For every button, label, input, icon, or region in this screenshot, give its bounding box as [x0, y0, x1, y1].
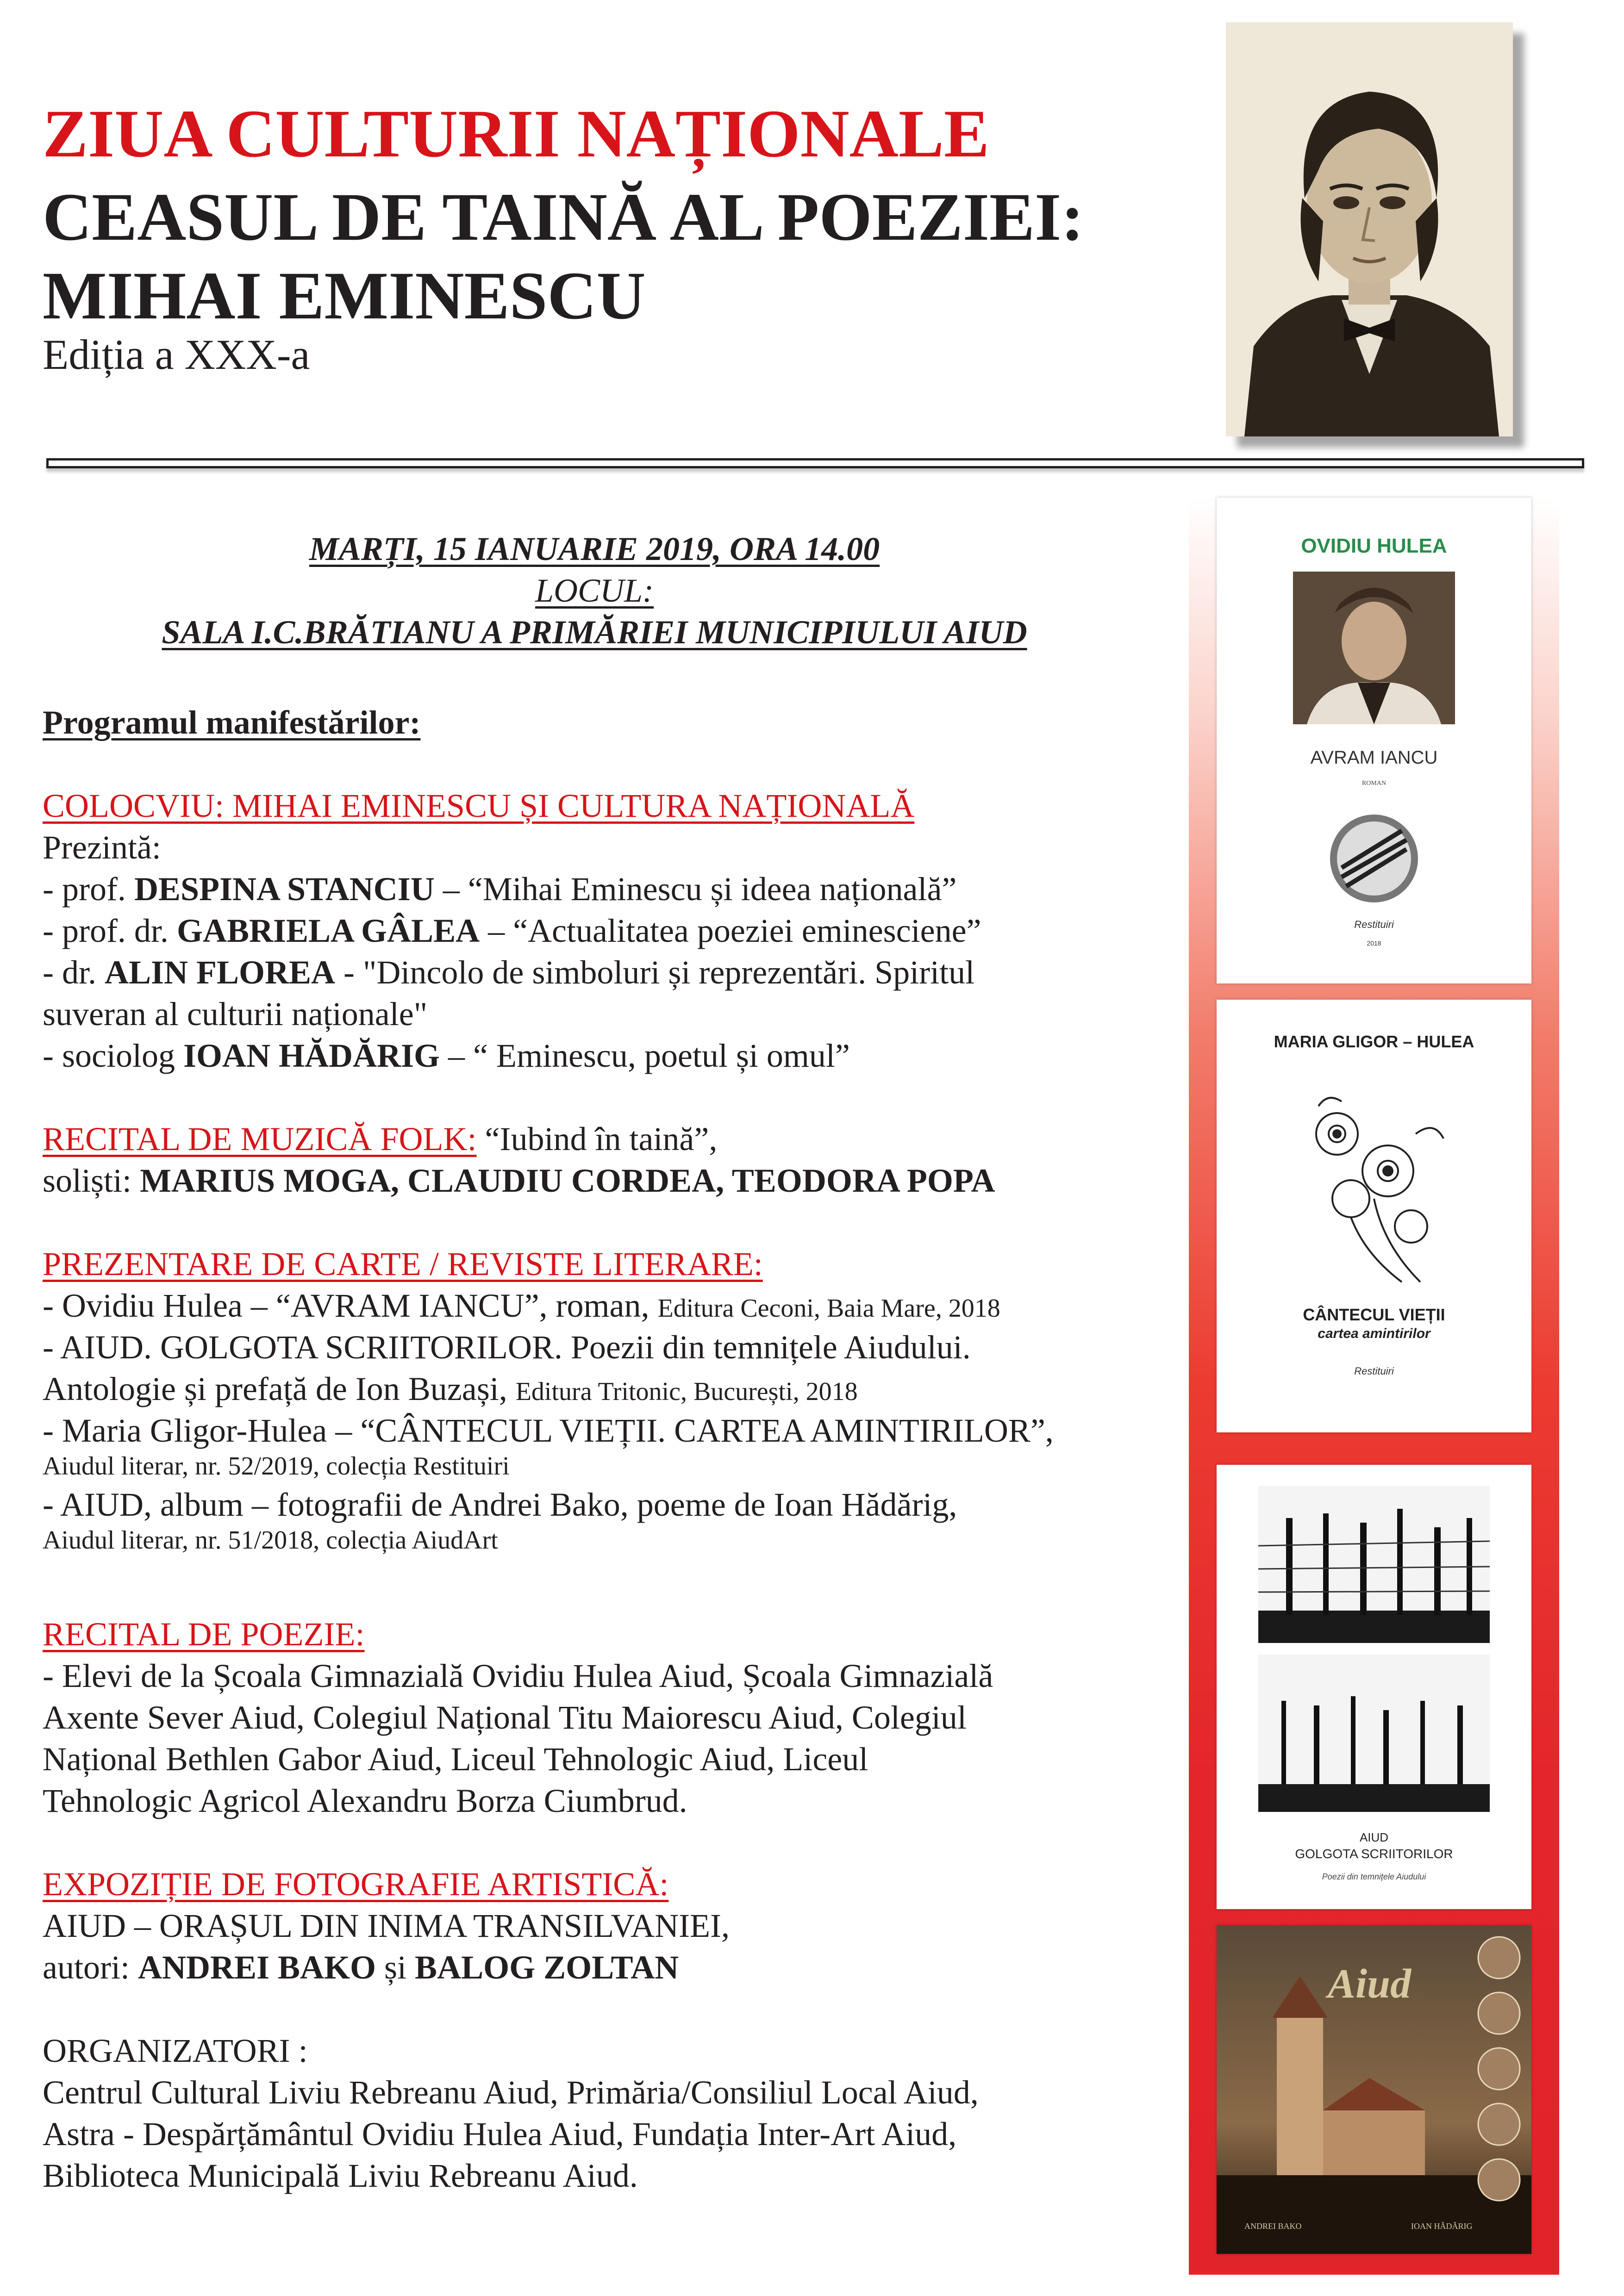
- title-line-2: CEASUL DE TAINĂ AL POEZIEI:: [43, 179, 1084, 255]
- barbed-fence-photo-top: [1258, 1486, 1490, 1643]
- cover4-title: Aiud: [1328, 1961, 1412, 2007]
- flower-drawing-image: [1281, 1078, 1467, 1287]
- organizers-line-3: Biblioteca Municipală Liviu Rebreanu Aiud.: [43, 2157, 638, 2194]
- cover3-title-1: AIUD: [1359, 1830, 1389, 1844]
- cover2-series: Restituiri: [1354, 1365, 1394, 1377]
- photo-title: AIUD – ORAȘUL DIN INIMA TRANSILVANIEI,: [43, 1907, 730, 1944]
- cover-avram-iancu: [1217, 498, 1531, 983]
- poetry-heading: RECITAL DE POEZIE:: [43, 1616, 365, 1653]
- cover4-author-2: IOAN HĂDĂRIG: [1411, 2221, 1473, 2231]
- cover1-author: OVIDIU HULEA: [1301, 535, 1447, 557]
- event-place-label: LOCUL:: [535, 572, 654, 609]
- book-2: - AIUD. GOLGOTA SCRIITORILOR. Poezii din temnițele Aiudului.: [43, 1329, 971, 1366]
- photo-heading: EXPOZIȚIE DE FOTOGRAFIE ARTISTICĂ:: [43, 1866, 669, 1903]
- book-covers-sidebar: [1189, 498, 1559, 2275]
- cover-cantecul-vietii: [1217, 1000, 1531, 1432]
- title-line-3: MIHAI EMINESCU: [43, 258, 646, 333]
- cover2-author: MARIA GLIGOR – HULEA: [1274, 1032, 1474, 1051]
- book-2-cont: Antologie și prefață de Ion Buzași, Editura Tritonic, București, 2018: [43, 1370, 858, 1407]
- cover1-year: 2018: [1367, 940, 1381, 947]
- cover-golgota-scriitorilor: [1217, 1465, 1531, 1909]
- title-national-culture-day: ZIUA CULTURII NAȚIONALE: [43, 96, 989, 171]
- ornament-medallion-image: [1328, 812, 1420, 905]
- speaker-2: - prof. dr. GABRIELA GÂLEA – “Actualitatea poeziei eminesciene”: [43, 912, 981, 949]
- poetry-line-4: Tehnologic Agricol Alexandru Borza Ciumbrud.: [43, 1782, 687, 1819]
- event-place: SALA I.C.BRĂTIANU A PRIMĂRIEI MUNICIPIULUI AIUD: [162, 614, 1027, 651]
- book-4-details: Aiudul literar, nr. 51/2018, colecția AiudArt: [43, 1526, 498, 1555]
- avram-iancu-portrait-image: [1293, 572, 1455, 724]
- organizers-line-2: Astra - Despărțământul Ovidiu Hulea Aiud, Fundația Inter-Art Aiud,: [43, 2116, 957, 2153]
- barbed-fence-photo-bottom: [1258, 1655, 1490, 1812]
- book-4: - AIUD, album – fotografii de Andrei Bako, poeme de Ioan Hădărig,: [43, 1486, 957, 1523]
- speaker-3-topic-cont: suveran al culturii naționale": [43, 996, 428, 1033]
- cover2-title: CÂNTECUL VIEȚII: [1303, 1305, 1445, 1324]
- folk-soloists: soliști: MARIUS MOGA, CLAUDIU CORDEA, TEODORA POPA: [43, 1162, 995, 1199]
- book-1: - Ovidiu Hulea – “AVRAM IANCU”, roman, Editura Ceconi, Baia Mare, 2018: [43, 1287, 1000, 1324]
- cover1-series: Restituiri: [1354, 919, 1394, 930]
- organizers-heading: ORGANIZATORI :: [43, 2032, 308, 2069]
- cover3-subtitle: Poezii din temnițele Aiudului: [1322, 1872, 1426, 1881]
- books-heading: PREZENTARE DE CARTE / REVISTE LITERARE:: [43, 1245, 763, 1282]
- program-heading: Programul manifestărilor:: [43, 704, 421, 741]
- cover1-title: AVRAM IANCU: [1310, 747, 1438, 768]
- eminescu-portrait-image: [1226, 22, 1513, 436]
- poetry-line-1: - Elevi de la Școala Gimnazială Ovidiu Hulea Aiud, Școala Gimnazială: [43, 1657, 993, 1694]
- edition-label: Ediția a XXX-a: [43, 331, 310, 378]
- speaker-3: - dr. ALIN FLOREA - "Dincolo de simboluri și reprezentări. Spiritul: [43, 954, 975, 991]
- cover1-genre: ROMAN: [1362, 780, 1387, 787]
- cover3-title-2: GOLGOTA SCRIITORILOR: [1295, 1847, 1453, 1861]
- speaker-1: - prof. DESPINA STANCIU – “Mihai Eminescu și ideea națională”: [43, 871, 957, 908]
- colocviu-heading: COLOCVIU: MIHAI EMINESCU ȘI CULTURA NAȚIONALĂ: [43, 787, 915, 824]
- folk-recital: RECITAL DE MUZICĂ FOLK: “Iubind în taină”,: [43, 1120, 718, 1157]
- photo-authors: autori: ANDREI BAKO și BALOG ZOLTAN: [43, 1949, 679, 1986]
- book-3-details: Aiudul literar, nr. 52/2019, colecția Restituiri: [43, 1452, 510, 1481]
- speaker-4: - sociolog IOAN HĂDĂRIG – “ Eminescu, poetul și omul”: [43, 1037, 850, 1074]
- event-datetime: MARȚI, 15 IANUARIE 2019, ORA 14.00: [309, 530, 880, 567]
- poetry-line-3: Național Bethlen Gabor Aiud, Liceul Tehnologic Aiud, Liceul: [43, 1741, 868, 1778]
- cover-aiud-album: [1217, 1925, 1531, 2254]
- cover2-subtitle: cartea amintirilor: [1318, 1326, 1430, 1341]
- book-3: - Maria Gligor-Hulea – “CÂNTECUL VIEȚII. CARTEA AMINTIRILOR”,: [43, 1412, 1054, 1449]
- organizers-line-1: Centrul Cultural Liviu Rebreanu Aiud, Primăria/Consiliul Local Aiud,: [43, 2074, 979, 2111]
- poetry-line-2: Axente Sever Aiud, Colegiul Național Titu Maiorescu Aiud, Colegiul: [43, 1699, 967, 1736]
- colocviu-intro: Prezintă:: [43, 829, 161, 866]
- cover4-author-1: ANDREI BAKO: [1244, 2221, 1302, 2231]
- header-divider: [46, 458, 1584, 468]
